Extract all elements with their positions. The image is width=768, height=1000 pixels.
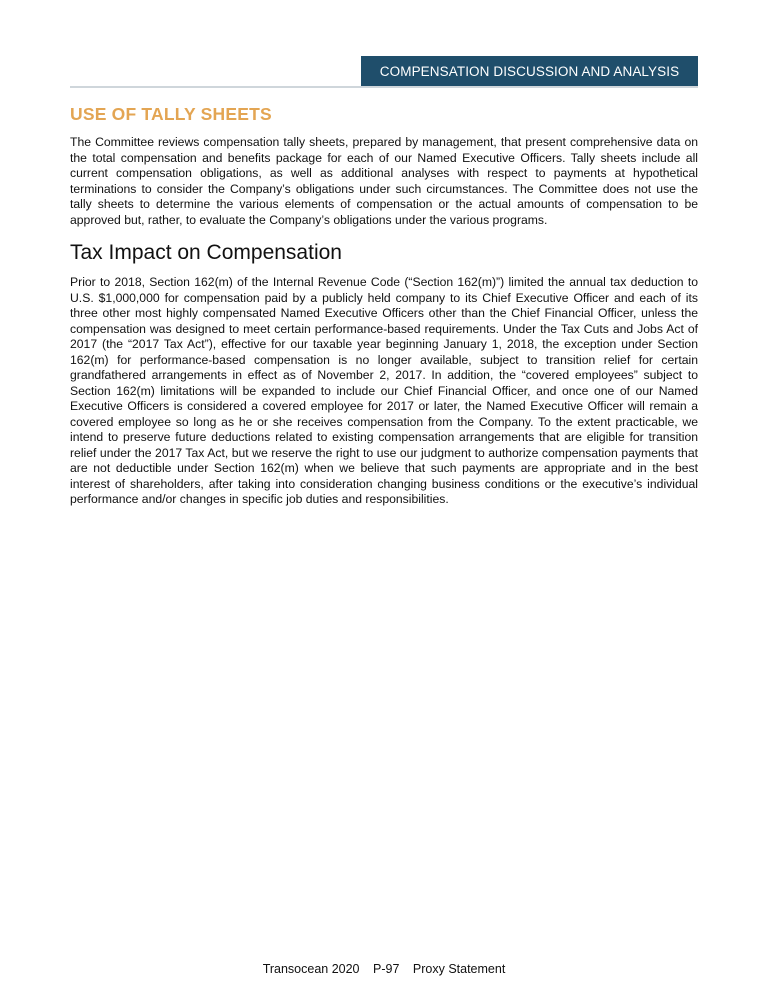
tax-impact-heading: Tax Impact on Compensation xyxy=(70,241,342,264)
page-content xyxy=(70,102,698,508)
tax-impact-paragraph: Prior to 2018, Section 162(m) of the Internal Revenue Code (“Section 162(m)”) limited the annual tax deduction to U.S. $1,000,000 for compensation paid by a publicly held company to its Chief Executive Officer and each of its three other most highly compensated Named Executive Officers other than the Chief Financial Officer, unless the compensation was designed to meet certain performance-based requirements. Under the Tax Cuts and Jobs Act of 2017 (the “2017 Tax Act”), effective for our taxable year beginning January 1, 2018, the exception under Section 162(m) for performance-based compensation is no longer available, subject to transition relief for certain grandfathered arrangements in effect as of November 2, 2017. In addition, the “covered employees” subject to Section 162(m) limitations will be expanded to include our Chief Financial Officer, and once one of our Named Executive Officers is considered a covered employee for 2017 or later, the Named Executive Officer will remain a covered employee so long as he or she receives compensation from the Company. To the extent practicable, we intend to preserve future deductions related to existing compensation arrangements that are eligible for transition relief under the 2017 Tax Act, but we reserve the right to use our judgment to authorize compensation payments that are not deductible under Section 162(m) when we believe that such payments are appropriate and in the best interest of shareholders, after taking into consideration changing business conditions or the executive’s individual performance and/or changes in specific job duties and responsibilities. xyxy=(70,275,698,506)
footer-page-number: P-97 xyxy=(373,962,400,976)
section-header-band xyxy=(361,56,698,86)
tally-sheets-paragraph: The Committee reviews compensation tally sheets, prepared by management, that present comprehensive data on the total compensation and benefits package for each of our Named Executive Officers. Tally sheets include all current compensation obligations, as well as additional analyses with respect to payments at hypothetical terminations to consider the Company’s obligations under such circumstances. The Committee does not use the tally sheets to determine the various elements of compensation or the actual amounts of compensation to be approved but, rather, to evaluate the Company’s obligations under the various programs. xyxy=(70,135,698,227)
footer-document-title: Proxy Statement xyxy=(412,962,506,976)
page-footer xyxy=(0,962,768,976)
tally-sheets-heading: USE OF TALLY SHEETS xyxy=(70,104,272,124)
section-header-label: COMPENSATION DISCUSSION AND ANALYSIS xyxy=(379,64,680,79)
header-divider xyxy=(70,86,698,88)
footer-company: Transocean 2020 xyxy=(262,962,360,976)
